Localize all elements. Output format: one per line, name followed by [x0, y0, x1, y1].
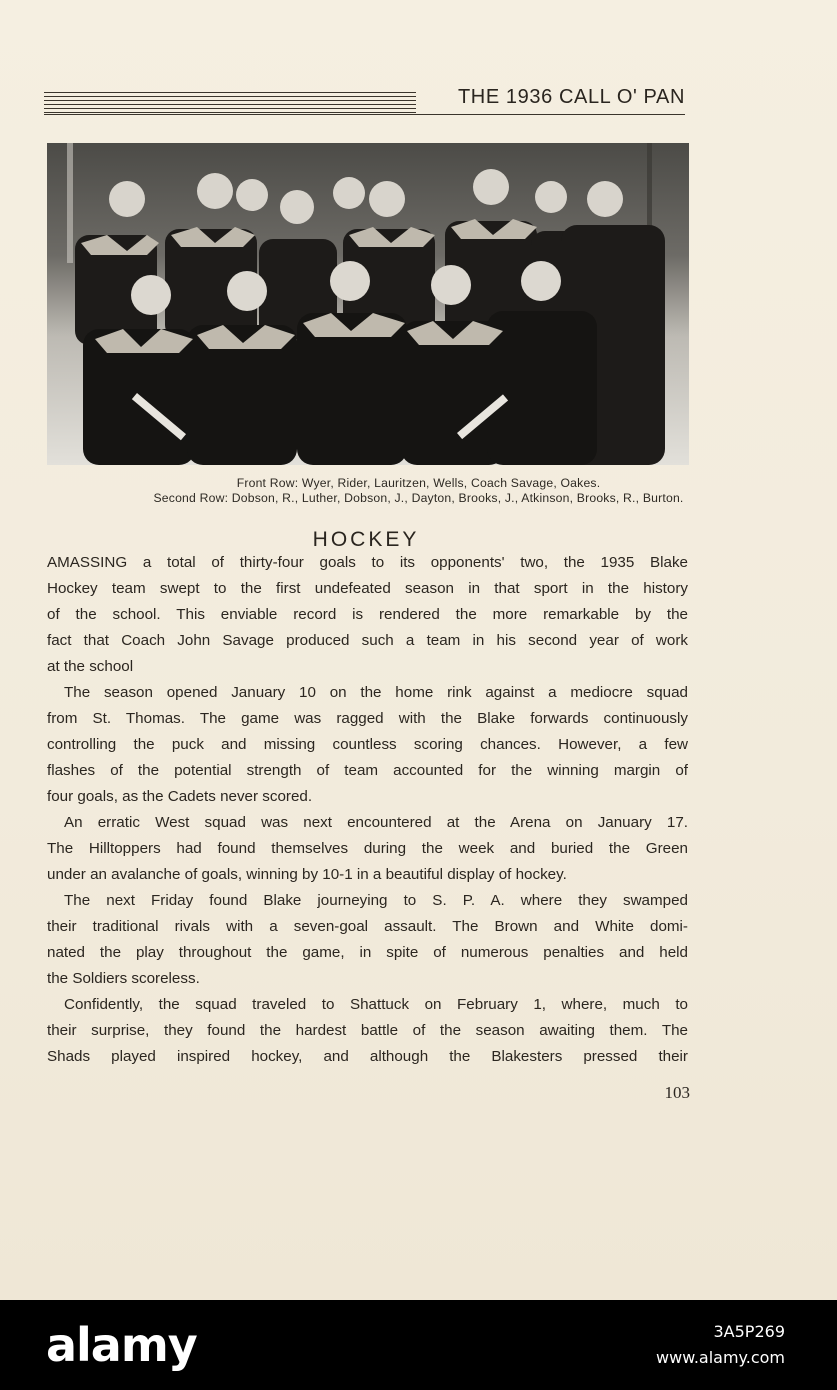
body-line: The Hilltoppers had found themselves during the week and buried the Green	[47, 840, 688, 857]
body-line: fact that Coach John Savage produced such a team in his second year of work	[47, 632, 688, 649]
body-line: Shads played inspired hockey, and although the Blakesters pressed their	[47, 1048, 688, 1065]
caption-front-row: Front Row: Wyer, Rider, Lauritzen, Wells, Coach Savage, Oakes.	[236, 476, 601, 490]
body-line: their traditional rivals with a seven-goal assault. The Brown and White domi-	[47, 918, 688, 935]
header-underline	[44, 114, 685, 115]
image-code: 3A5P269	[713, 1322, 785, 1341]
stock-brand-bar	[0, 1300, 837, 1390]
brand-logo: alamy	[46, 1318, 197, 1372]
body-line: the Soldiers scoreless.	[47, 970, 200, 987]
body-line: controlling the puck and missing countless scoring chances. However, a few	[47, 736, 688, 753]
body-line: AMASSING a total of thirty-four goals to its opponents' two, the 1935 Blake	[47, 554, 688, 571]
hockey-team-photo	[47, 143, 689, 465]
body-line: The season opened January 10 on the home rink against a mediocre squad	[64, 684, 688, 701]
publication-title: THE 1936 CALL O' PAN	[457, 86, 685, 108]
brand-site: www.alamy.com	[656, 1348, 785, 1367]
body-line: their surprise, they found the hardest battle of the season awaiting them. The	[47, 1022, 688, 1039]
page-header	[44, 86, 689, 116]
header-rule-lines	[44, 92, 416, 114]
article-heading: HOCKEY	[312, 528, 420, 551]
body-line: Hockey team swept to the first undefeated season in that sport in the history	[47, 580, 688, 597]
body-line: flashes of the potential strength of team accounted for the winning margin of	[47, 762, 688, 779]
body-line: Confidently, the squad traveled to Shattuck on February 1, where, much to	[64, 996, 688, 1013]
body-line: from St. Thomas. The game was ragged with the Blake forwards continuously	[47, 710, 688, 727]
page-number: 103	[664, 1083, 690, 1102]
body-line: of the school. This enviable record is rendered the more remarkable by the	[47, 606, 688, 623]
body-line: at the school	[47, 658, 134, 675]
body-line: under an avalanche of goals, winning by 10-1 in a beautiful display of hockey.	[47, 866, 567, 883]
body-line: four goals, as the Cadets never scored.	[47, 788, 313, 805]
body-line: nated the play throughout the game, in spite of numerous penalties and held	[47, 944, 688, 961]
body-line: The next Friday found Blake journeying to S. P. A. where they swamped	[64, 892, 688, 909]
caption-second-row: Second Row: Dobson, R., Luther, Dobson, J., Dayton, Brooks, J., Atkinson, Brooks, R., Burton.	[153, 491, 684, 505]
team-photo-illustration	[47, 143, 689, 465]
body-line: An erratic West squad was next encountered at the Arena on January 17.	[64, 814, 688, 831]
